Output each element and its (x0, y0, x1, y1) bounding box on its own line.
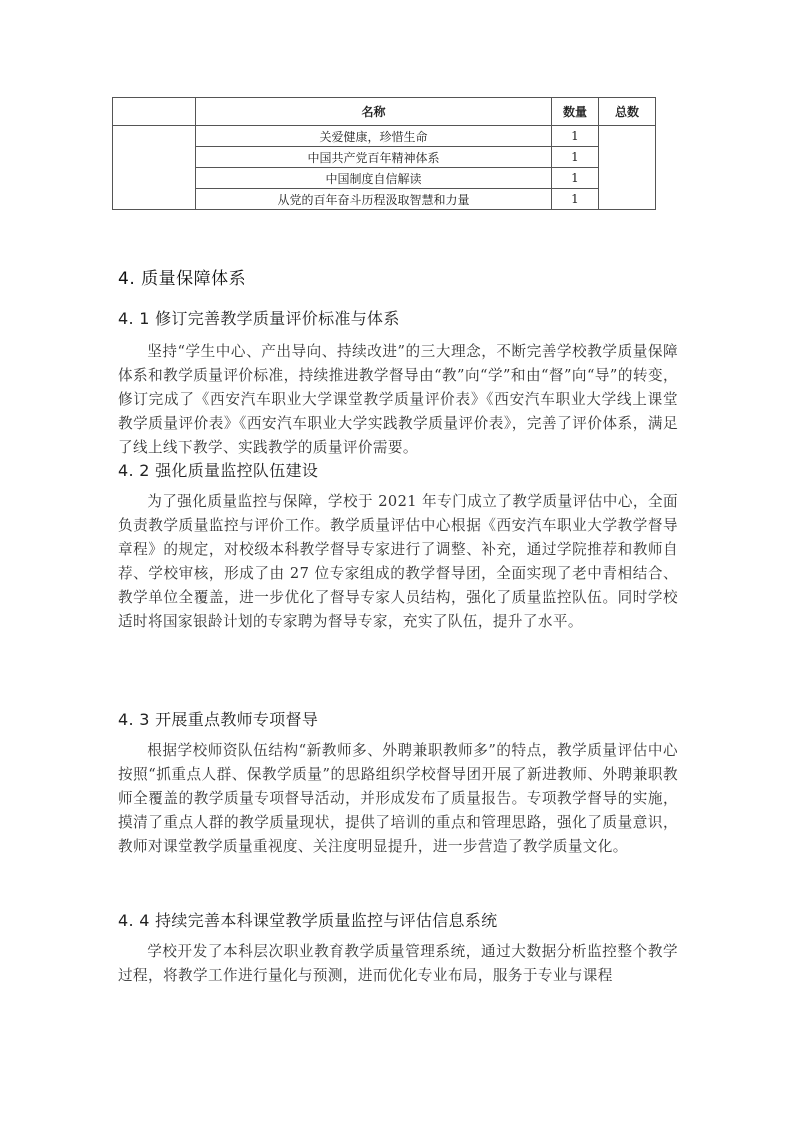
table-row (113, 126, 656, 147)
header-total: 总数 (599, 98, 656, 126)
course-name: 关爱健康，珍惜生命 (196, 126, 552, 147)
course-count: 1 (552, 126, 599, 147)
header-count: 数量 (552, 98, 599, 126)
header-name: 名称 (196, 98, 552, 126)
course-count: 1 (552, 168, 599, 189)
total-cell (599, 126, 656, 210)
paragraph-4-1: 坚持“学生中心、产出导向、持续改进”的三大理念，不断完善学校教学质量保障体系和教学质量评价标准，持续推进教学督导由“教”向“学”和由“督”向“导”的转变，修订完成了《西安汽车职业大学课堂教学质量评价表》《西安汽车职业大学线上课堂教学质量评价表》《西安汽车职业大学实践教学质量评价表》，完善了评价体系，满足了线上线下教学、实践教学的质量评价需要。 (118, 343, 678, 456)
header-blank (113, 98, 196, 126)
section-heading: 4. 质量保障体系 (118, 269, 247, 289)
course-name: 从党的百年奋斗历程汲取智慧和力量 (196, 189, 552, 210)
subsection-heading-4-3: 4. 3 开展重点教师专项督导 (118, 710, 319, 729)
paragraph-4-2: 为了强化质量监控与保障，学校于 2021 年专门成立了教学质量评估中心，全面负责教学质量监控与评价工作。教学质量评估中心根据《西安汽车职业大学教学督导章程》的规定，对校级本科教学督导专家进行了调整、补充，通过学院推荐和教师自荐、学校审核，形成了由 27 位专家组成的教学督导团，全面实现了老中青相结合、教学单位全覆盖，进一步优化了督导专家人员结构，强化了质量监控队伍。同时学校适时将国家银龄计划的专家聘为督导专家，充实了队伍，提升了水平。 (118, 493, 678, 630)
course-count: 1 (552, 147, 599, 168)
course-name: 中国制度自信解读 (196, 168, 552, 189)
course-table (112, 97, 656, 210)
category-cell (113, 126, 196, 210)
subsection-heading-4-1: 4. 1 修订完善教学质量评价标准与体系 (118, 309, 400, 328)
table-header-row (113, 98, 656, 126)
subsection-heading-4-4: 4. 4 持续完善本科课堂教学质量监控与评估信息系统 (118, 911, 498, 930)
subsection-heading-4-2: 4. 2 强化质量监控队伍建设 (118, 461, 319, 480)
paragraph-4-3: 根据学校师资队伍结构“新教师多、外聘兼职教师多”的特点，教学质量评估中心按照“抓重点人群、保教学质量”的思路组织学校督导团开展了新进教师、外聘兼职教师全覆盖的教学质量专项督导活动，并形成发布了质量报告。专项教学督导的实施，摸清了重点人群的教学质量现状，提供了培训的重点和管理思路，强化了质量意识，教师对课堂教学质量重视度、关注度明显提升，进一步营造了教学质量文化。 (118, 742, 678, 855)
paragraph-4-4: 学校开发了本科层次职业教育教学质量管理系统，通过大数据分析监控整个教学过程，将教学工作进行量化与预测，进而优化专业布局，服务于专业与课程 (118, 943, 678, 984)
course-name: 中国共产党百年精神体系 (196, 147, 552, 168)
course-count: 1 (552, 189, 599, 210)
